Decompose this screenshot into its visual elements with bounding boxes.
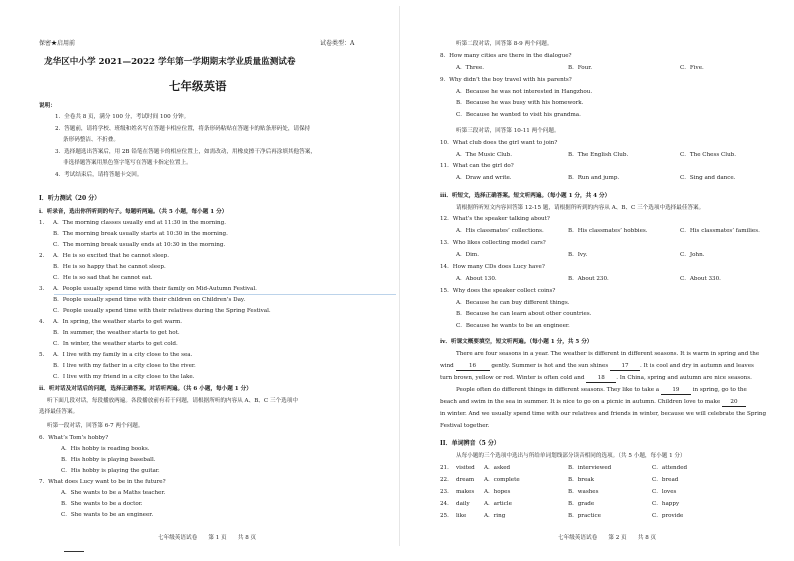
section-ii-heading: ii．听对话及对话后的问题，选择正确答案。对话听两遍。（共 6 小题，每小题 1 分） [39, 386, 252, 392]
section-ii-intro: 听下面几段对话，每段播放两遍。各段播放前有若干问题，请根据所听的内容从 A、B、C 三个选项中 [47, 398, 298, 404]
option-c: C．Because he wanted to visit his grandma. [456, 112, 581, 118]
option-a: A．Three. [456, 65, 485, 71]
question-stem: 14．How many CDs does Lucy have? [440, 264, 545, 270]
option-b: B．He is so happy that he cannot sleep. [53, 264, 166, 270]
option-a: A．Draw and write. [456, 175, 512, 181]
option-c: C．I live with my friend in a city close to the lake. [53, 374, 195, 380]
section-ii-intro: 选择最佳答案。 [39, 409, 79, 415]
option-c: C．His classmates’ families. [680, 228, 760, 234]
question-stem: 15．Why does the speaker collect coins? [440, 288, 556, 294]
passage-text: People often do different things in different seasons. They like to take a [456, 387, 660, 393]
note-line: 条形码整洁、不折叠。 [63, 137, 119, 143]
passage-text: wind [440, 363, 454, 369]
question-stem: 11．What can the girl do? [440, 163, 514, 169]
question-stem: 13．Who likes collecting model cars? [440, 240, 546, 246]
paper-type-label: 试卷类型：A [320, 40, 355, 47]
option-c: C．About 330. [680, 276, 721, 282]
phonics-number: 21． [440, 465, 453, 471]
passage-text: in spring, go to the [692, 387, 747, 393]
dialog-instruction: 听第二段对话，回答第 8-9 两个问题。 [456, 41, 553, 47]
option-a: A．hopes [484, 489, 511, 495]
passage-line: in winter. And we usually spend time with our relatives and friends in winter, because we will celebrate the Spring [440, 411, 767, 417]
blank-20: 20 [722, 400, 746, 407]
option-c: C．bread [652, 477, 679, 483]
option-a: A．ring [484, 513, 506, 519]
option-c: C．happy [652, 501, 680, 507]
note-line: 4．考试结束后，请将答题卡交回。 [55, 172, 143, 178]
page-footer: 七年级英语试卷 第 2 页 共 8 页 [558, 535, 657, 541]
option-a: A．The Music Club. [456, 152, 512, 158]
blank-16: 16 [456, 364, 490, 371]
option-a: A．About 130. [456, 276, 497, 282]
option-a: A．article [484, 501, 512, 507]
passage-line [440, 376, 752, 383]
phonics-word: makes [456, 489, 475, 495]
passage-text: beach and swim in the sea in summer. It is nice to go on a picnic in autumn. Children love to make [440, 399, 721, 405]
phonics-number: 22． [440, 477, 453, 483]
phonics-word: dream [456, 477, 475, 483]
option-a: A．He is so excited that he cannot sleep. [53, 253, 169, 259]
exam-title: 龙华区中小学 2021—2022 学年第一学期期末学业质量监测试卷 [44, 57, 296, 67]
option-a: A．She wants to be a Maths teacher. [61, 490, 166, 496]
passage-line [440, 400, 746, 407]
note-line: 2．答题前，请将学校、班级和姓名写在答题卡相应位置，将条形码粘贴在答题卡的贴条形码处，请保持 [55, 126, 311, 132]
part2-heading: II．单词辨音（5 分） [440, 440, 500, 447]
option-c: C．Five. [680, 65, 704, 71]
section-iii-heading: iii．听短文，选择正确答案。短文听两遍。（每小题 1 分，共 4 分） [440, 193, 611, 199]
question-number: 5． [39, 352, 49, 358]
note-line: 3．选择题选出答案后，用 2B 铅笔在答题卡的相应位置上，如需改动，用橡皮擦干净后再涂填其他答案， [55, 149, 316, 155]
section-iv-heading: iv．听课文概要填空，短文听两遍。（每小题 1 分，共 5 分） [440, 339, 593, 345]
option-b: B．His classmates’ hobbies. [568, 228, 648, 234]
option-b: B．About 230. [568, 276, 609, 282]
option-b: B．The morning break usually starts at 10:30 in the morning. [53, 231, 228, 237]
option-a: A．I live with my family in a city close to the sea. [53, 352, 193, 358]
option-b: B．practice [568, 513, 601, 519]
option-b: B．interviewed [568, 465, 612, 471]
option-c: C．attended [652, 465, 688, 471]
question-number: 3． [39, 286, 49, 292]
phonics-number: 25． [440, 513, 453, 519]
option-a: A．People usually spend time with their family on Mid-Autumn Festival. [53, 286, 257, 292]
phonics-number: 24． [440, 501, 453, 507]
option-c: C．Because he wants to be an engineer. [456, 323, 570, 329]
passage-line: Festival together. [440, 423, 490, 429]
option-c: C．The morning break usually ends at 10:30 in the morning. [53, 242, 226, 248]
passage-line: There are four seasons in a year. The weather is different in different seasons. It is warm in spring and the [456, 351, 760, 357]
subject-title: 七年级英语 [169, 79, 227, 93]
section-i-heading: i．听录音，选出你所听到的句子。每题听两遍。（共 5 小题，每小题 1 分） [39, 209, 228, 215]
option-a: A．Dim. [456, 252, 479, 258]
option-c: C．In winter, the weather starts to get cold. [53, 341, 178, 347]
option-a: A．complete [484, 477, 520, 483]
option-c: C．He is so sad that he cannot eat. [53, 275, 153, 281]
phonics-word: daily [456, 501, 470, 507]
option-a: A．In spring, the weather starts to get warm. [53, 319, 183, 325]
option-b: B．I live with my father in a city close to the river. [53, 363, 196, 369]
option-b: B．Run and jump. [568, 175, 620, 181]
option-b: B．She wants to be a doctor. [61, 501, 143, 507]
passage-text: . In China, spring and autumn are nice seasons. [616, 375, 752, 381]
question-stem: 7．What does Lucy want to be in the future? [39, 479, 166, 485]
option-c: C．John. [680, 252, 705, 258]
option-c: C．She wants to be an engineer. [61, 512, 154, 518]
phonics-number: 23． [440, 489, 453, 495]
dialog-instruction: 听第一段对话，回答第 6-7 两个问题。 [47, 423, 144, 429]
option-a: A．asked [484, 465, 511, 471]
part1-heading: I．听力测试（20 分） [39, 195, 101, 202]
option-c: C．provide [652, 513, 684, 519]
option-a: A．The morning classes usually end at 11:30 in the morning. [53, 220, 226, 226]
exam-page-2 [400, 0, 794, 561]
option-c: C．Sing and dance. [680, 175, 736, 181]
note-line: 非选择题答案用黑色签字笔写在答题卡指定位置上。 [63, 160, 192, 166]
option-a: A．His classmates’ collections. [456, 228, 544, 234]
blank-17: 17 [610, 364, 640, 371]
passage-text: turn brown, yellow or red. Winter is often cold and [440, 375, 585, 381]
blank-18: 18 [586, 376, 616, 383]
passage-line [440, 364, 754, 371]
phonics-word: visited [456, 465, 475, 471]
option-b: B．Ivy. [568, 252, 588, 258]
passage-text: gently. Summer is hot and the sun shines [491, 363, 609, 369]
option-b: B．grade [568, 501, 595, 507]
option-b: B．In summer, the weather starts to get hot. [53, 330, 180, 336]
note-line: 1．全卷共 8 页，满分 100 分，考试时间 100 分钟。 [55, 114, 190, 120]
question-stem: 6．What’s Tom’s hobby? [39, 435, 109, 441]
passage-text: . It is cool and dry in autumn and leaves [640, 363, 754, 369]
question-number: 2． [39, 253, 49, 259]
option-c: C．People usually spend time with their relatives during the Spring Festival. [53, 308, 271, 314]
option-a: A．His hobby is reading books. [61, 446, 150, 452]
option-b: B．His hobby is playing baseball. [61, 457, 156, 463]
phonics-word: like [456, 513, 467, 519]
question-number: 1． [39, 220, 49, 226]
option-c: C．His hobby is playing the guitar. [61, 468, 160, 474]
question-stem: 8．How many cities are there in the dialogue? [440, 53, 572, 59]
option-b: B．washes [568, 489, 599, 495]
blank-19: 19 [661, 388, 691, 395]
option-b: B．Because he can learn about other countries. [456, 311, 592, 317]
option-c: C．loves [652, 489, 677, 495]
secret-label: 保密★启用前 [39, 40, 76, 47]
option-b: B．People usually spend time with their children on Children’s Day. [53, 297, 246, 303]
page-footer: 七年级英语试卷 第 1 页 共 8 页 [158, 535, 257, 541]
question-stem: 12．What’s the speaker talking about? [440, 216, 550, 222]
option-a: A．Because he can buy different things. [456, 300, 570, 306]
passage-line [456, 388, 747, 395]
question-stem: 10．What club does the girl want to join? [440, 140, 558, 146]
option-a: A．Because he was not interested in Hangzhou. [456, 89, 593, 95]
question-stem: 9．Why didn’t the boy travel with his parents? [440, 77, 572, 83]
part2-intro: 从每小题的三个选项中选出与所给单词划线部分读音相同的选项。（共 5 小题，每小题 1 分） [456, 453, 686, 459]
option-b: B．Because he was busy with his homework. [456, 100, 584, 106]
option-c: C．The Chess Club. [680, 152, 737, 158]
option-b: B．Four. [568, 65, 593, 71]
section-iii-intro: 请根据所听短文内容回答第 12-15 题，请根据所听到的内容从 A、B、C 三个选项中选择最佳答案。 [456, 205, 705, 211]
question-number: 4． [39, 319, 49, 325]
option-b: B．break [568, 477, 594, 483]
option-b: B．The English Club. [568, 152, 629, 158]
notes-heading: 说明： [39, 103, 56, 109]
dialog-instruction: 听第三段对话，回答第 10-11 两个问题。 [456, 128, 560, 134]
